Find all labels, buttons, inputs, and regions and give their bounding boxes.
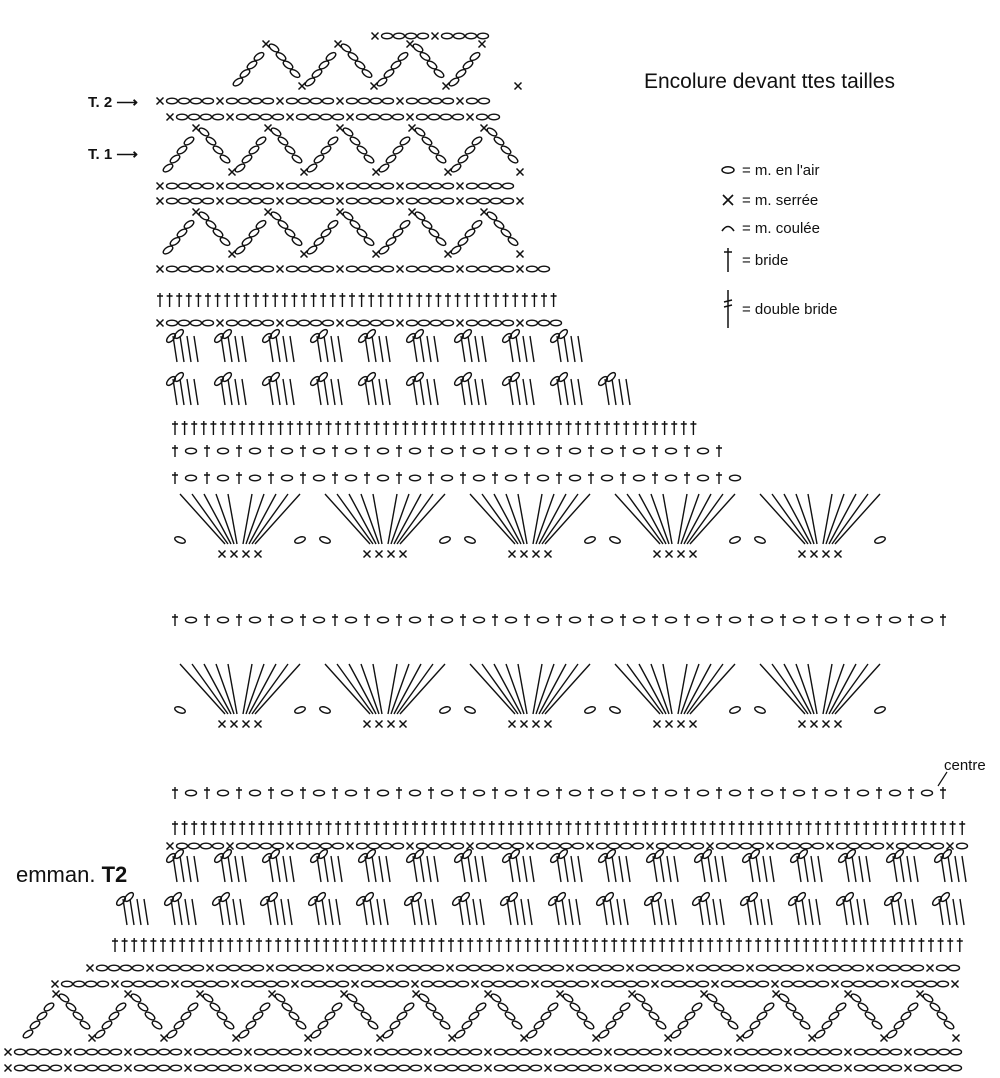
stitch-row-cluster-2: [165, 371, 630, 405]
stitch-row-dotbar-1: [172, 445, 722, 457]
stitch-row-treble-3: [172, 821, 965, 835]
chart-title: Encolure devant ttes tailles: [644, 70, 895, 93]
legend-item-chain: [718, 160, 819, 180]
arrow-right-icon: ⟶: [116, 94, 138, 111]
stitch-row-6: [157, 320, 562, 327]
stitch-row-4: [157, 198, 524, 205]
stitch-row-dotbar-2: [172, 472, 741, 484]
stitch-row-zigzag-2: [162, 125, 524, 176]
size-label-t1: [88, 145, 138, 163]
legend-text-treble: = bride: [742, 251, 789, 269]
stitch-row-zigzag-bottom: [22, 991, 960, 1042]
size-label-t2-text: T. 2: [88, 94, 113, 111]
stitch-row-dotbar-3: [172, 614, 946, 626]
stitch-row-treble-1: [157, 293, 557, 307]
legend-text-double-treble: = double bride: [742, 300, 838, 318]
chain-icon: [718, 160, 738, 180]
stitch-row-7: [167, 843, 968, 850]
stitch-row-zigzag-3: [162, 209, 524, 258]
arrow-right-icon: ⟶: [116, 146, 138, 163]
stitch-row-cluster-3: [165, 848, 966, 882]
armhole-label-size: T2: [101, 862, 128, 887]
stitch-legend: [718, 160, 978, 330]
double-treble-icon: [718, 288, 738, 330]
stitch-row-5: [157, 266, 550, 273]
stitch-row-fan-1: [174, 494, 886, 558]
centre-pointer-line: [938, 772, 947, 786]
stitch-row-t2: [157, 98, 490, 105]
stitch-row-cluster-1: [165, 328, 582, 362]
legend-item-treble: [718, 246, 788, 274]
legend-item-single-crochet: [718, 190, 818, 210]
stitch-row-cluster-4: [115, 891, 964, 925]
stitch-row-9: [52, 981, 959, 988]
stitch-row-8: [87, 965, 960, 972]
armhole-label: [16, 862, 127, 888]
legend-item-double-treble: [718, 288, 838, 330]
legend-item-slip-stitch: [718, 218, 820, 238]
armhole-label-prefix: emman.: [16, 862, 96, 887]
stitch-row-treble-4: [112, 938, 963, 952]
stitch-row-11: [5, 1065, 962, 1072]
legend-text-slip-stitch: = m. coulée: [742, 219, 820, 237]
stitch-row-top: [372, 33, 489, 40]
slip-stitch-icon: [718, 218, 738, 238]
size-label-t1-text: T. 1: [88, 146, 113, 163]
legend-text-chain: = m. en l'air: [742, 161, 820, 179]
treble-icon: [718, 246, 738, 274]
stitch-row-dotbar-4: [172, 787, 946, 799]
legend-text-single-crochet: = m. serrée: [742, 191, 819, 209]
centre-label: centre: [944, 757, 986, 774]
stitch-row-fan-2: [174, 664, 886, 728]
stitch-row-neck-zigzag-1: [232, 41, 522, 90]
size-label-t2: [88, 93, 138, 111]
stitch-row-3: [157, 183, 514, 190]
stitch-row-treble-2: [172, 421, 696, 435]
stitch-row-10: [5, 1049, 962, 1056]
stitch-row-t2b: [167, 114, 500, 121]
single-crochet-icon: [718, 190, 738, 210]
